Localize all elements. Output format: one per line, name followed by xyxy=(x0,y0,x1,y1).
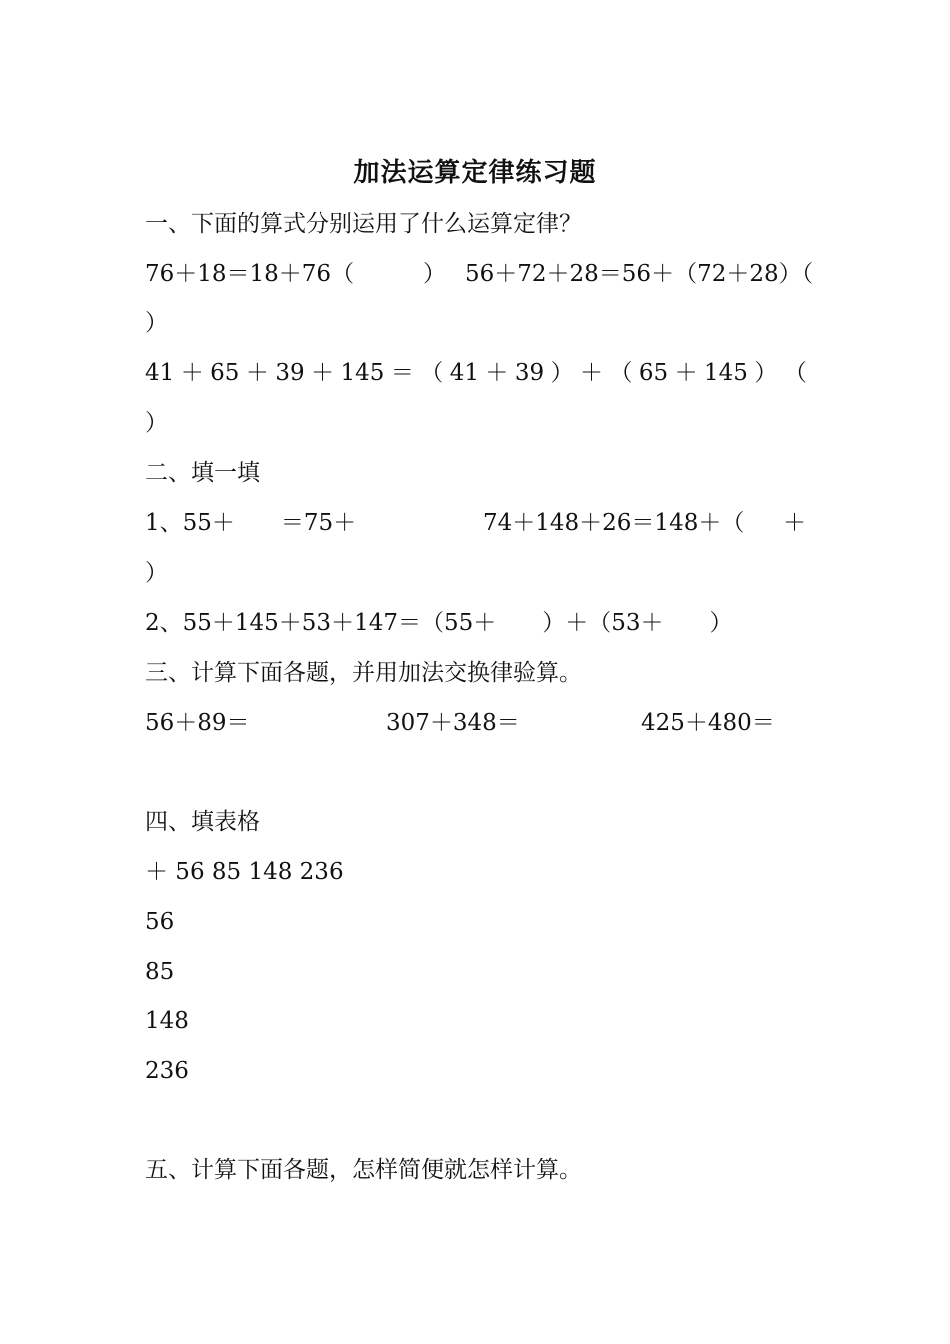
q2-part: 145 xyxy=(340,360,385,386)
q2-part: ＋ xyxy=(580,360,603,386)
q2-part: ＝ xyxy=(390,360,414,386)
q2-part: 39 xyxy=(514,360,545,386)
table-row: 236 xyxy=(145,1058,189,1084)
section4-heading: 四、填表格 xyxy=(145,809,260,835)
q2-part: ） xyxy=(754,360,778,386)
q2-part: ＋ xyxy=(674,360,698,386)
section2-q1-right-plus: ＋ xyxy=(783,510,806,536)
q2-part: （ xyxy=(609,360,633,386)
q2-part: （ xyxy=(783,360,807,386)
section3-item: 307＋348＝ xyxy=(386,710,520,736)
q2-part: ＋ xyxy=(485,360,509,386)
table-row: 85 xyxy=(145,959,175,985)
q2-part: ＋ xyxy=(245,360,269,386)
section1-q1-left: 76＋18＝18＋76（ xyxy=(145,261,355,287)
q2-part: ） xyxy=(550,360,574,386)
section3-item: 425＋480＝ xyxy=(641,710,775,736)
table-header-row: ＋ 56 85 148 236 xyxy=(145,859,344,885)
section2-question2: 2、55＋145＋53＋147＝（55＋ ）＋（53＋ ） xyxy=(145,610,733,636)
section3-item: 56＋89＝ xyxy=(145,710,250,736)
q2-part: ＋ xyxy=(180,360,204,386)
section2-question1-wrap: ） xyxy=(145,560,168,586)
section1-q1-left-close: ） xyxy=(423,261,446,287)
q2-part: ＋ xyxy=(311,360,335,386)
section2-heading: 二、填一填 xyxy=(145,460,260,486)
section5-heading: 五、计算下面各题，怎样简便就怎样计算。 xyxy=(145,1157,582,1183)
section1-heading: 一、下面的算式分别运用了什么运算定律？ xyxy=(145,211,582,237)
q2-part: （ xyxy=(420,360,444,386)
q2-part: 65 xyxy=(638,360,669,386)
section3-heading: 三、计算下面各题，并用加法交换律验算。 xyxy=(145,660,582,686)
section1-q1-right: 56＋72＋28＝56＋（72＋28）（ xyxy=(465,261,814,287)
q2-part: 145 xyxy=(704,360,748,386)
q2-part: 41 xyxy=(449,360,479,386)
q2-part: 39 xyxy=(275,360,305,386)
table-row: 148 xyxy=(145,1008,189,1034)
q2-part: 65 xyxy=(210,360,240,386)
section1-question1-wrap: ） xyxy=(145,310,168,336)
table-row: 56 xyxy=(145,909,175,935)
page-title: 加法运算定律练习题 xyxy=(353,158,597,188)
section2-q1-right: 74＋148＋26＝148＋（ xyxy=(483,510,745,536)
section1-question2 xyxy=(145,358,807,388)
section2-q1-left: 1、55＋ ＝75＋ xyxy=(145,510,357,536)
q2-part: 41 xyxy=(145,360,175,386)
section1-question2-wrap: ） xyxy=(145,410,168,436)
